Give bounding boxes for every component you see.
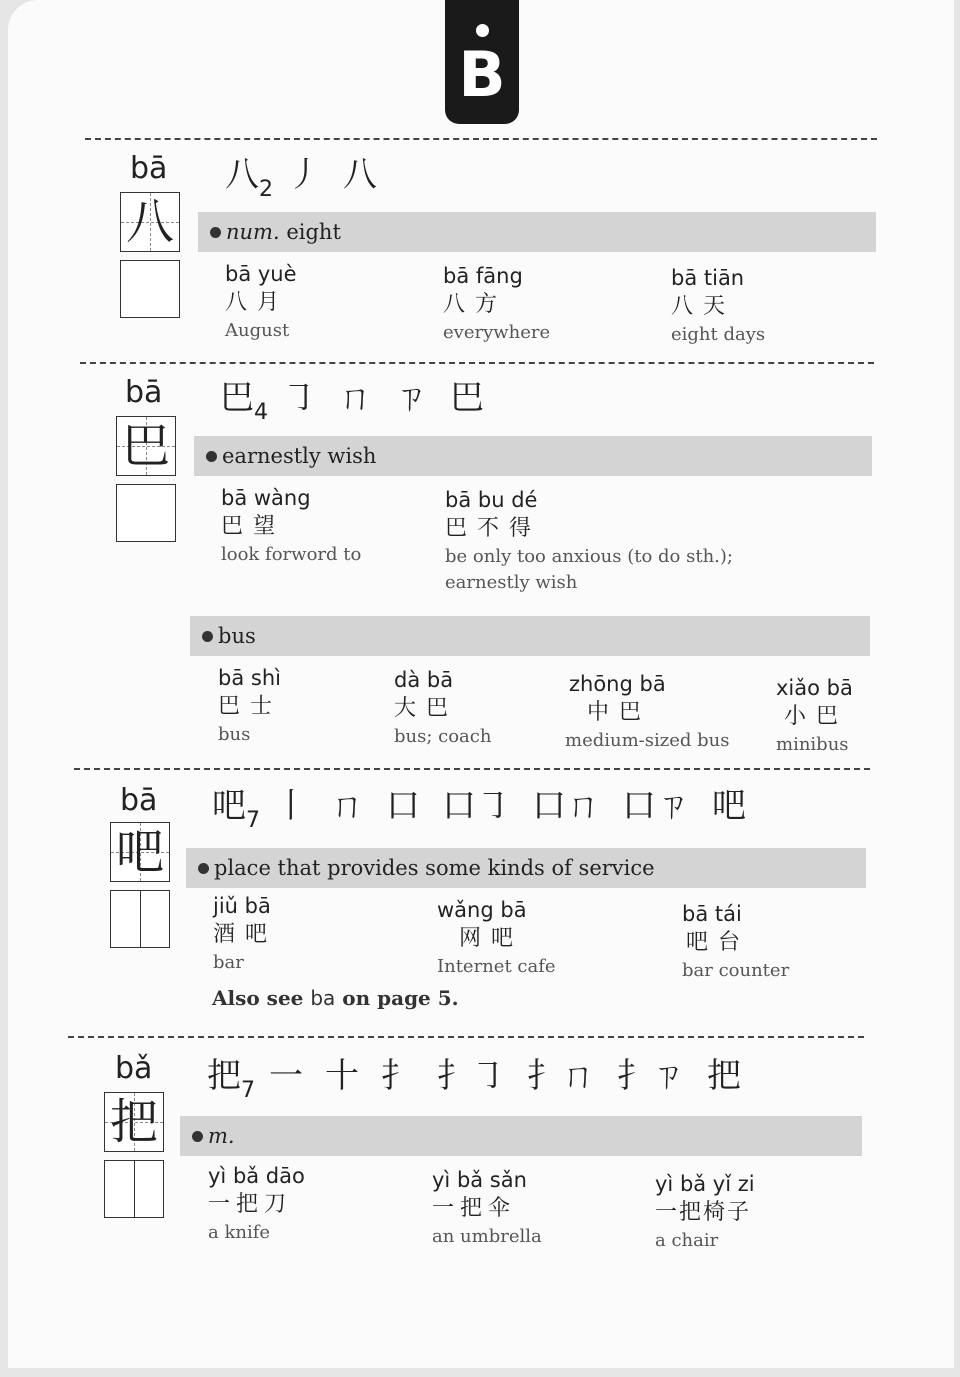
word-hanzi: 巴望 [221,514,286,539]
stroke-step: 丨 [274,786,308,826]
entry-pinyin: bǎ [115,1051,153,1086]
section-tab [445,0,519,124]
stroke-order [212,786,768,841]
entry-separator [85,138,877,140]
stroke-step: ㄗ [394,378,428,418]
stroke-step: ㄇ [338,378,372,418]
dictionary-page [8,0,954,1368]
word-pinyin: yì bǎ sǎn [432,1168,527,1192]
practice-box [120,260,180,318]
word-hanzi: 小巴 [784,704,849,729]
entry-character: 吧 [115,824,164,880]
practice-box [104,1160,164,1218]
word-pinyin: zhōng bā [569,672,666,696]
entry-separator [74,768,870,770]
stroke-count: 7 [241,1078,255,1103]
stroke-step: 八 [343,155,377,195]
cross-reference [212,986,459,1010]
example-word [443,262,550,346]
stroke-step: 扌ㄗ [617,1056,685,1096]
word-english: a knife [208,1222,271,1243]
example-word [776,674,853,758]
stroke-char: 巴 [220,378,254,418]
example-word [218,664,282,748]
stroke-char: 把 [207,1056,241,1096]
bullet-icon [192,1131,203,1142]
stroke-step: 吧 [712,786,746,826]
word-pinyin: dà bā [394,668,454,692]
stroke-step: 扌㇆ [437,1056,505,1096]
sense-bar [180,1116,862,1156]
sense-bar [190,616,870,656]
stroke-step: 十 [325,1056,359,1096]
also-pinyin: ba [310,986,336,1010]
entry-separator [68,1036,864,1038]
character-box [110,822,170,882]
entry-separator [80,362,874,364]
word-pinyin: bā shì [218,666,281,690]
stroke-step: 巴 [450,378,484,418]
also-prefix: Also see [212,986,304,1010]
word-english: an umbrella [432,1226,542,1247]
word-hanzi: 网吧 [459,926,524,951]
word-pinyin: yì bǎ yǐ zi [655,1172,755,1196]
part-of-speech: num. [226,220,280,244]
example-word [682,900,789,984]
word-english: bus [218,724,251,745]
sense-gloss: earnestly wish [222,444,377,468]
sense-gloss: eight [286,220,341,244]
entry-character: 巴 [121,418,170,474]
stroke-order [207,1056,763,1111]
stroke-step: ㄇ [330,786,364,826]
word-hanzi: 八天 [671,294,736,319]
word-english: bar [213,952,244,973]
word-hanzi: 大巴 [394,696,459,721]
word-pinyin: xiǎo bā [776,676,853,700]
example-word [565,670,729,754]
practice-box [110,890,170,948]
word-english: be only too anxious (to do sth.); [445,546,733,567]
stroke-step: 把 [707,1056,741,1096]
entry-pinyin: bā [120,783,158,818]
word-english: eight days [671,324,766,345]
entry-character: 八 [125,194,174,250]
word-english: a chair [655,1230,719,1251]
bullet-icon [206,451,217,462]
example-word [221,484,361,568]
word-english: August [225,320,290,341]
stroke-count: 4 [254,400,268,425]
word-hanzi: 中巴 [587,700,652,725]
entry-pinyin: bā [125,375,163,410]
word-english: bar counter [682,960,790,981]
word-pinyin: bā bu dé [445,488,538,512]
example-word [437,896,556,980]
sense-bar [198,212,876,252]
stroke-step: 丿 [287,155,321,195]
example-word [394,666,491,750]
also-suffix: on page 5. [342,986,459,1010]
stroke-char: 八 [225,155,259,195]
entry-pinyin: bā [130,151,168,186]
sense-gloss: bus [218,624,256,648]
word-hanzi: 一把刀 [208,1192,293,1217]
section-letter: B [458,38,506,111]
tab-dot-icon [476,24,489,37]
bullet-icon [198,863,209,874]
example-word [213,892,277,976]
stroke-step: 口 [386,786,420,826]
word-hanzi: 一把椅子 [655,1200,752,1225]
stroke-step: 扌ㄇ [527,1056,595,1096]
word-pinyin: wǎng bā [437,898,527,922]
bullet-icon [202,631,213,642]
example-word [208,1162,305,1246]
word-pinyin: bā yuè [225,262,297,286]
word-pinyin: bā tiān [671,266,745,290]
word-hanzi: 八方 [443,292,508,317]
word-english: minibus [776,734,849,755]
sense-gloss: place that provides some kinds of service [214,856,655,880]
practice-box [116,484,176,542]
word-pinyin: bā tái [682,902,742,926]
stroke-step: 一 [269,1056,303,1096]
word-english: medium-sized bus [565,730,730,751]
character-box [116,416,176,476]
word-pinyin: bā wàng [221,486,311,510]
word-hanzi: 酒吧 [213,922,278,947]
bullet-icon [210,227,221,238]
word-english-cont: earnestly wish [445,572,578,593]
stroke-step: 口ㄇ [532,786,600,826]
stroke-step: 口ㄗ [622,786,690,826]
stroke-order [220,378,506,433]
stroke-char: 吧 [212,786,246,826]
stroke-count: 2 [259,177,273,202]
stroke-order [225,155,399,210]
word-english: look forword to [221,544,362,565]
character-box [120,192,180,252]
example-word [225,260,297,344]
word-english: bus; coach [394,726,492,747]
example-word [671,264,765,348]
sense-bar [186,848,866,888]
entry-character: 把 [109,1094,158,1150]
stroke-step: ㇆ [282,378,316,418]
word-hanzi: 巴士 [218,694,283,719]
stroke-step: 扌 [381,1056,415,1096]
word-hanzi: 八月 [225,290,290,315]
word-english: everywhere [443,322,551,343]
example-word [445,486,733,596]
word-hanzi: 吧台 [686,930,751,955]
word-pinyin: yì bǎ dāo [208,1164,305,1188]
stroke-count: 7 [246,808,260,833]
word-hanzi: 一把伞 [432,1196,517,1221]
stroke-step: 口㇆ [442,786,510,826]
part-of-speech: m. [208,1124,235,1148]
word-hanzi: 巴不得 [445,516,542,541]
word-english: Internet cafe [437,956,556,977]
word-pinyin: jiǔ bā [213,894,271,918]
word-pinyin: bā fāng [443,264,523,288]
sense-bar [194,436,872,476]
character-box [104,1092,164,1152]
example-word [432,1166,542,1250]
example-word [655,1170,755,1254]
